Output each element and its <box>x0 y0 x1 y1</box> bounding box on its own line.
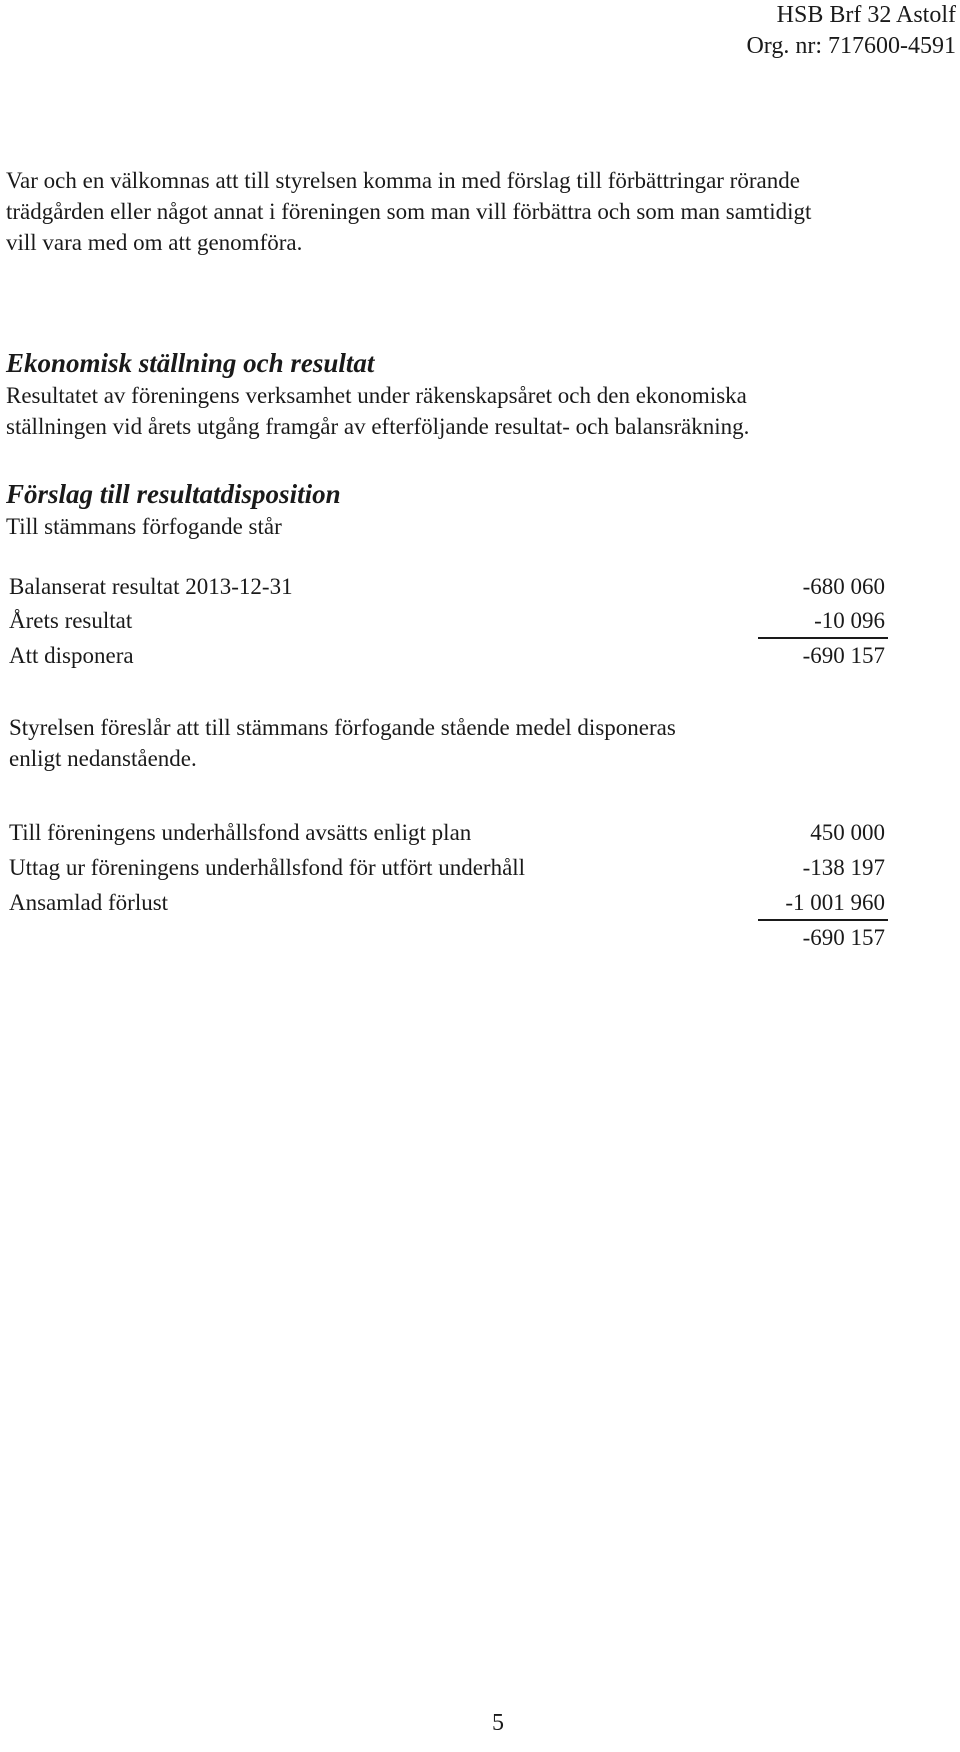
intro-line: Var och en välkomnas att till styrelsen komma in med förslag till förbättringar rörande <box>6 168 800 193</box>
board-proposal-line: Styrelsen föreslår att till stämmans förfogande stående medel disponeras <box>9 715 676 740</box>
available-row-value: -10 096 <box>814 608 885 633</box>
available-row-label: Årets resultat <box>9 608 133 633</box>
disposition-total-value: -690 157 <box>802 925 885 950</box>
organization-number: Org. nr: 717600-4591 <box>746 33 956 59</box>
disposition-row-label: Till föreningens underhållsfond avsätts enligt plan <box>9 820 472 845</box>
board-proposal-paragraph <box>9 712 949 774</box>
available-row <box>9 605 885 637</box>
economic-paragraph <box>6 380 946 442</box>
available-row-value: -690 157 <box>802 643 885 668</box>
subtotal-rule <box>758 637 888 639</box>
disposition-row-label: Ansamlad förlust <box>9 890 169 915</box>
document-header <box>746 0 956 62</box>
disposition-row <box>9 817 885 849</box>
proposal-heading: Förslag till resultatdisposition <box>6 479 341 509</box>
available-row <box>9 571 885 603</box>
disposition-row-value: -138 197 <box>802 855 885 880</box>
disposition-total-row <box>9 922 885 954</box>
disposition-row-value: 450 000 <box>810 820 885 845</box>
available-row-value: -680 060 <box>802 574 885 599</box>
proposal-subtext: Till stämmans förfogande står <box>6 514 282 539</box>
disposition-row <box>9 887 885 919</box>
disposition-row <box>9 852 885 884</box>
board-proposal-line: enligt nedanstående. <box>9 746 197 771</box>
available-row-label: Att disponera <box>9 643 134 668</box>
total-rule <box>758 919 888 921</box>
economic-line: ställningen vid årets utgång framgår av efterföljande resultat- och balansräkning. <box>6 414 750 439</box>
disposition-row-label: Uttag ur föreningens underhållsfond för utfört underhåll <box>9 855 526 880</box>
available-total-row <box>9 640 885 672</box>
economic-heading: Ekonomisk ställning och resultat <box>6 348 375 378</box>
disposition-row-value: -1 001 960 <box>785 890 885 915</box>
page-number: 5 <box>492 1710 504 1736</box>
available-row-label: Balanserat resultat 2013-12-31 <box>9 574 293 599</box>
intro-line: trädgården eller något annat i föreningen som man vill förbättra och som man samtidigt <box>6 199 812 224</box>
economic-line: Resultatet av föreningens verksamhet under räkenskapsåret och den ekonomiska <box>6 383 747 408</box>
intro-paragraph <box>6 165 946 258</box>
intro-line: vill vara med om att genomföra. <box>6 230 303 255</box>
organization-name: HSB Brf 32 Astolf <box>776 2 956 28</box>
